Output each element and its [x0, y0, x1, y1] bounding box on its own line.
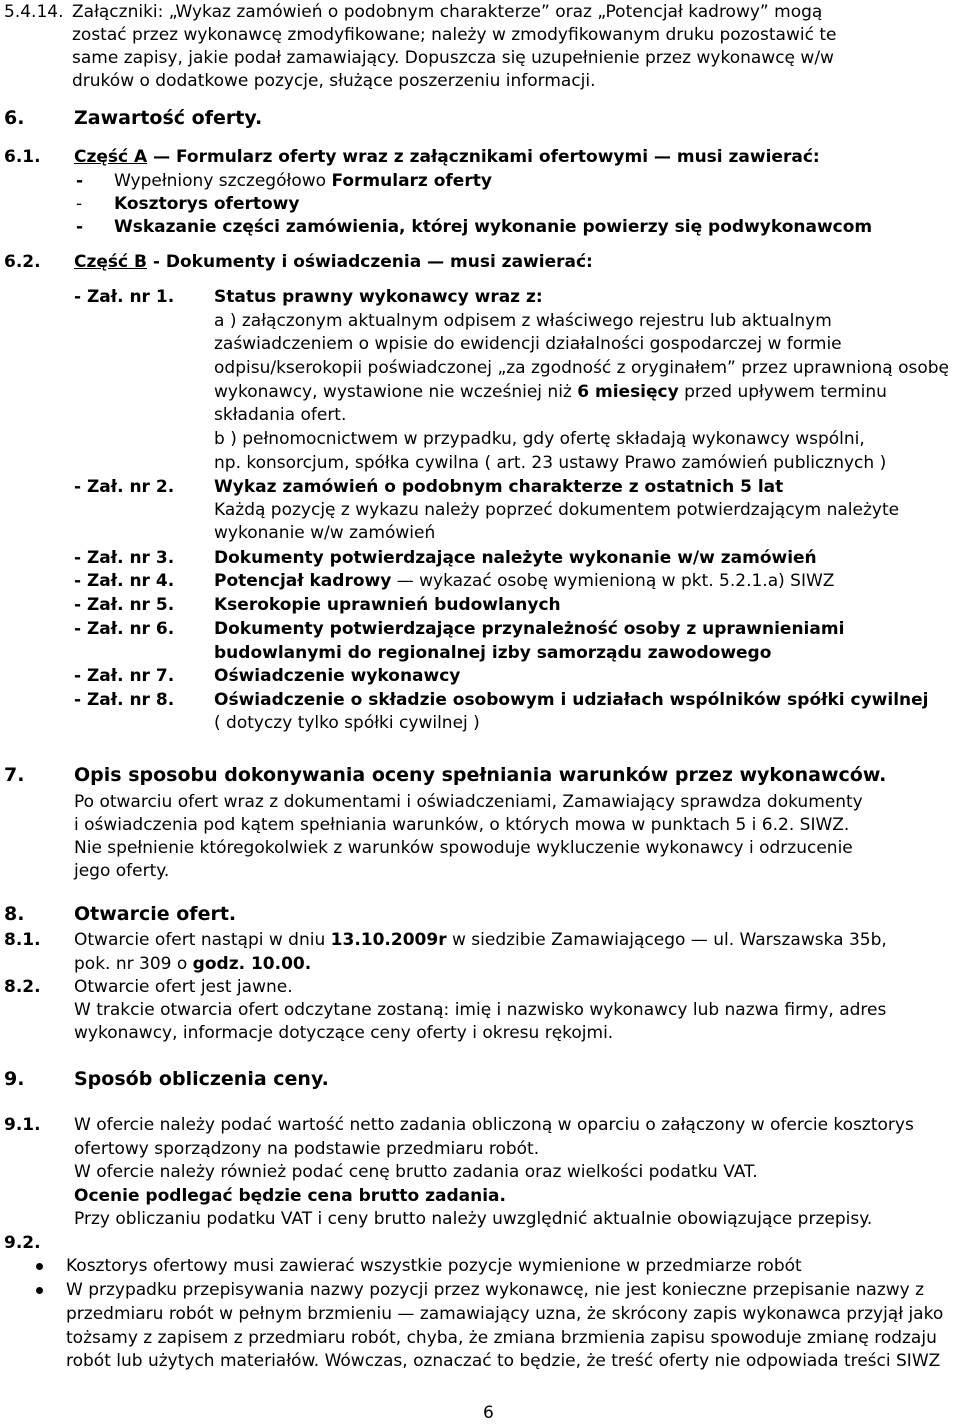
- paragraph-line: same zapisy, jakie podał zamawiający. Dopuszcza się uzupełnienie przez wykonawcę w/w: [72, 48, 834, 68]
- paragraph-line: zostać przez wykonawcę zmodyfikowane; należy w zmodyfikowanym druku pozostawić te: [72, 25, 837, 45]
- attachment-label: - Zał. nr 3.: [74, 548, 175, 568]
- section-number: 9.2.: [4, 1233, 41, 1253]
- list-item: Wypełniony szczegółowo Formularz oferty: [114, 171, 492, 191]
- section-heading: Otwarcie ofert.: [74, 903, 237, 925]
- subsection-heading: Część A — Formularz oferty wraz z załącznikami ofertowymi — musi zawierać:: [74, 147, 820, 167]
- paragraph-line: pok. nr 309 o godz. 10.00.: [74, 954, 312, 974]
- paragraph-line: Załączniki: „Wykaz zamówień o podobnym charakterze” oraz „Potencjał kadrowy” mogą: [72, 2, 823, 22]
- section-heading: Zawartość oferty.: [74, 107, 263, 129]
- attachment-title: Dokumenty potwierdzające przynależność osoby z uprawnieniami: [214, 619, 845, 639]
- attachment-line: ( dotyczy tylko spółki cywilnej ): [214, 713, 480, 733]
- part-label: Część A: [74, 147, 148, 167]
- paragraph-line: wykonawcy, informacje dotyczące ceny oferty i okresu rękojmi.: [74, 1023, 614, 1043]
- page-number: 6: [483, 1403, 494, 1423]
- attachment-label: - Zał. nr 4.: [74, 571, 175, 591]
- section-number: 7.: [4, 764, 25, 786]
- paragraph-line: Po otwarciu ofert wraz z dokumentami i oświadczeniami, Zamawiający sprawdza dokumenty: [74, 792, 863, 812]
- attachment-label: - Zał. nr 5.: [74, 595, 175, 615]
- attachment-line: a ) załączonym aktualnym odpisem z właściwego rejestru lub aktualnym: [214, 311, 832, 331]
- list-item: Wskazanie części zamówienia, której wykonanie powierzy się podwykonawcom: [114, 217, 873, 237]
- paragraph-line: Otwarcie ofert nastąpi w dniu 13.10.2009r w siedzibie Zamawiającego — ul. Warszawska 35b,: [74, 930, 887, 950]
- attachment-line: składania ofert.: [214, 405, 347, 425]
- attachment-line: zaświadczeniem o wpisie do ewidencji działalności gospodarczej w formie: [214, 334, 842, 354]
- list-item-line: tożsamy z zapisem z przedmiaru robót, chyba, że zmiana brzmienia zapisu spowoduje zmianę rodzaju: [66, 1328, 937, 1348]
- attachment-label: - Zał. nr 8.: [74, 690, 175, 710]
- attachment-title: Oświadczenie wykonawcy: [214, 666, 461, 686]
- paragraph-line: W ofercie należy podać wartość netto zadania obliczoną w oparciu o załączony w ofercie kosztorys: [74, 1115, 914, 1135]
- section-number: 8.2.: [4, 977, 41, 997]
- section-heading: Sposób obliczenia ceny.: [74, 1068, 329, 1090]
- attachment-label: - Zał. nr 6.: [74, 619, 175, 639]
- attachment-line: b ) pełnomocnictwem w przypadku, gdy ofertę składają wykonawcy wspólni,: [214, 429, 865, 449]
- section-number: 8.: [4, 903, 25, 925]
- section-heading: Opis sposobu dokonywania oceny spełniania warunków przez wykonawców.: [74, 764, 887, 786]
- section-number: 5.4.14.: [4, 2, 64, 22]
- bullet-icon: [36, 1287, 43, 1294]
- part-label: Część B: [74, 252, 147, 272]
- list-dash: -: [76, 194, 83, 214]
- subsection-heading: Część B - Dokumenty i oświadczenia — musi zawierać:: [74, 252, 593, 272]
- attachment-label: - Zał. nr 1.: [74, 287, 175, 307]
- paragraph-line: Ocenie podlegać będzie cena brutto zadania.: [74, 1186, 506, 1206]
- paragraph-line: jego oferty.: [74, 861, 170, 881]
- attachment-line: np. konsorcjum, spółka cywilna ( art. 23 ustawy Prawo zamówień publicznych ): [214, 453, 887, 473]
- section-number: 6.2.: [4, 252, 41, 272]
- attachment-title: Kserokopie uprawnień budowlanych: [214, 595, 561, 615]
- attachment-line: budowlanymi do regionalnej izby samorządu zawodowego: [214, 643, 772, 663]
- bullet-icon: [36, 1263, 43, 1270]
- attachment-line: wykonanie w/w zamówień: [214, 523, 436, 543]
- section-number: 8.1.: [4, 930, 41, 950]
- attachment-line: odpisu/kserokopii poświadczonej „za zgodność z oryginałem” przez uprawnioną osobę: [214, 358, 949, 378]
- paragraph-line: Przy obliczaniu podatku VAT i ceny brutto należy uwzględnić aktualnie obowiązujące przepisy.: [74, 1209, 873, 1229]
- section-number: 9.: [4, 1068, 25, 1090]
- attachment-label: - Zał. nr 7.: [74, 666, 175, 686]
- list-item-line: robót lub użytych materiałów. Wówczas, oznaczać to będzie, że treść oferty nie odpowiada treści SIWZ: [66, 1351, 941, 1371]
- list-dash: -: [76, 171, 84, 191]
- paragraph-line: ofertowy sporządzony na podstawie przedmiaru robót.: [74, 1139, 540, 1159]
- list-item-line: przedmiaru robót w pełnym brzmieniu — zamawiający uzna, że skrócony zapis wykonawca przyjął jako: [66, 1304, 944, 1324]
- attachment-title: Wykaz zamówień o podobnym charakterze z ostatnich 5 lat: [214, 477, 784, 497]
- list-item: Kosztorys ofertowy: [114, 194, 300, 214]
- list-item: W przypadku przepisywania nazwy pozycji przez wykonawcę, nie jest konieczne przepisanie nazwy z: [66, 1280, 925, 1300]
- attachment-title: Oświadczenie o składzie osobowym i udziałach wspólników spółki cywilnej: [214, 690, 929, 710]
- attachment-line: Każdą pozycję z wykazu należy poprzeć dokumentem potwierdzającym należyte: [214, 500, 900, 520]
- paragraph-line: W trakcie otwarcia ofert odczytane zostaną: imię i nazwisko wykonawcy lub nazwa firmy, adres: [74, 1000, 887, 1020]
- paragraph-line: i oświadczenia pod kątem spełniania warunków, o których mowa w punktach 5 i 6.2. SIWZ.: [74, 815, 850, 835]
- paragraph-line: druków o dodatkowe pozycje, służące poszerzeniu informacji.: [72, 71, 596, 91]
- paragraph-line: W ofercie należy również podać cenę brutto zadania oraz wielkości podatku VAT.: [74, 1162, 758, 1182]
- section-number: 9.1.: [4, 1115, 41, 1135]
- attachment-label: - Zał. nr 2.: [74, 477, 175, 497]
- attachment-title: Status prawny wykonawcy wraz z:: [214, 287, 543, 307]
- list-item: Kosztorys ofertowy musi zawierać wszystkie pozycje wymienione w przedmiarze robót: [66, 1256, 802, 1276]
- attachment-line: wykonawcy, wystawione nie wcześniej niż 6 miesięcy przed upływem terminu: [214, 382, 887, 402]
- section-number: 6.1.: [4, 147, 41, 167]
- section-number: 6.: [4, 107, 25, 129]
- attachment-title: Dokumenty potwierdzające należyte wykonanie w/w zamówień: [214, 548, 817, 568]
- attachment-title: Potencjał kadrowy — wykazać osobę wymienioną w pkt. 5.2.1.a) SIWZ: [214, 571, 835, 591]
- paragraph-line: Otwarcie ofert jest jawne.: [74, 977, 293, 997]
- list-dash: -: [76, 217, 84, 237]
- paragraph-line: Nie spełnienie któregokolwiek z warunków spowoduje wykluczenie wykonawcy i odrzucenie: [74, 838, 853, 858]
